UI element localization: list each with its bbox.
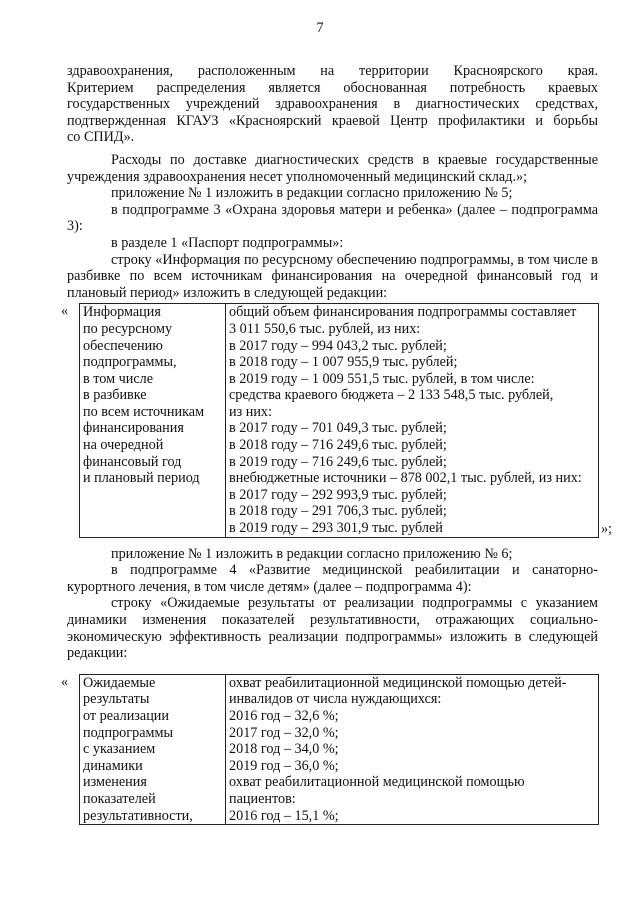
paragraph: строку «Ожидаемые результаты от реализации подпрограммы с указанием динамики изменения показателей результативности, отражающих социально-экономическую эффективность реализации подпрограммы» изложить в следующей редакции: xyxy=(67,595,598,662)
page-number: 7 xyxy=(316,20,324,36)
left-line: по ресурсному xyxy=(83,320,173,337)
paragraph: приложение № 1 изложить в редакции согласно приложению № 5; xyxy=(111,185,513,202)
text-line: государственных учреждений здравоохранения в диагностических средствах, xyxy=(67,96,598,113)
left-line: Информация xyxy=(83,304,161,321)
right-line: в 2017 году – 994 043,2 тыс. рублей; xyxy=(229,337,447,354)
paragraph: строку «Информация по ресурсному обеспечению подпрограммы, в том числе в разбивке по всем источникам финансирования на очередной финансовый год и плановый период» изложить в следующей редакции: xyxy=(67,251,598,301)
left-line: показателей xyxy=(83,790,156,807)
open-quote: « xyxy=(61,303,69,320)
left-line: изменения xyxy=(83,774,147,791)
text-line: со СПИД». xyxy=(67,129,135,146)
paragraph: в разделе 1 «Паспорт подпрограммы»: xyxy=(111,234,344,251)
table-left-cell xyxy=(80,674,226,824)
paragraph: приложение № 1 изложить в редакции согласно приложению № 6; xyxy=(111,545,513,562)
left-line: финансирования xyxy=(83,420,184,437)
text-line: Критерием распределения является обоснованная потребность краевых xyxy=(67,79,598,96)
right-line: охват реабилитационной медицинской помощью детей- xyxy=(229,674,567,691)
table-left-cell xyxy=(80,304,226,537)
left-line: по всем источникам xyxy=(83,403,205,420)
results-table-wrap xyxy=(61,673,598,825)
right-line: в 2018 году – 716 249,6 тыс. рублей; xyxy=(229,437,447,454)
left-line: подпрограммы, xyxy=(83,354,177,371)
right-line: охват реабилитационной медицинской помощью xyxy=(229,774,525,791)
table-right-cell xyxy=(226,674,599,824)
right-line: в 2017 году – 701 049,3 тыс. рублей; xyxy=(229,420,447,437)
left-line: с указанием xyxy=(83,741,156,758)
results-table xyxy=(79,674,599,825)
right-line: в 2019 году – 1 009 551,5 тыс. рублей, в том числе: xyxy=(229,370,535,387)
right-line: в 2019 году – 716 249,6 тыс. рублей; xyxy=(229,453,447,470)
left-line: финансовый год xyxy=(83,453,182,470)
paragraph: Расходы по доставке диагностических средств в краевые государственные учреждения здравоохранения несет уполномоченный медицинский склад.»; xyxy=(67,151,598,185)
close-quote: »; xyxy=(600,521,612,538)
left-line: в разбивке xyxy=(83,387,147,404)
right-line: инвалидов от числа нуждающихся: xyxy=(229,691,442,708)
right-line: из них: xyxy=(229,403,272,420)
right-line: 2016 год – 15,1 %; xyxy=(229,807,339,824)
table-right-cell xyxy=(226,304,599,537)
text-line: подтвержденная КГАУЗ «Красноярский краевой Центр профилактики и борьбы xyxy=(67,112,598,129)
right-line: в 2018 году – 291 706,3 тыс. рублей; xyxy=(229,503,447,520)
right-line: 2016 год – 32,6 %; xyxy=(229,707,339,724)
paragraph: в подпрограмме 3 «Охрана здоровья матери и ребенка» (далее – подпрограмма 3): xyxy=(67,201,598,235)
resource-table xyxy=(79,303,599,537)
right-line: общий объем финансирования подпрограммы составляет xyxy=(229,304,577,321)
document-body xyxy=(61,63,612,825)
text-line: здравоохранения, расположенным на территории Красноярского края. xyxy=(67,63,598,79)
left-line: в том числе xyxy=(83,370,154,387)
left-line: результаты xyxy=(83,691,150,708)
left-line: подпрограммы xyxy=(83,724,173,741)
right-line: 2018 год – 34,0 %; xyxy=(229,741,339,758)
right-line: внебюджетные источники – 878 002,1 тыс. рублей, из них: xyxy=(229,470,582,487)
right-line: 2017 год – 32,0 %; xyxy=(229,724,339,741)
right-line: в 2019 году – 293 301,9 тыс. рублей xyxy=(229,520,443,537)
left-line: и плановый период xyxy=(83,470,200,487)
left-line: от реализации xyxy=(83,707,169,724)
paragraph: в подпрограмме 4 «Развитие медицинской реабилитации и санаторно-курортного лечения, в том числе детям» (далее – подпрограмма 4): xyxy=(67,562,598,595)
right-line: в 2018 году – 1 007 955,9 тыс. рублей; xyxy=(229,354,458,371)
left-line: обеспечению xyxy=(83,337,163,354)
left-line: на очередной xyxy=(83,437,164,454)
right-line: 2019 год – 36,0 %; xyxy=(229,757,339,774)
right-line: в 2017 году – 292 993,9 тыс. рублей; xyxy=(229,486,447,503)
right-line: пациентов: xyxy=(229,790,296,807)
right-line: средства краевого бюджета – 2 133 548,5 тыс. рублей, xyxy=(229,387,554,404)
open-quote: « xyxy=(61,673,69,690)
left-line: динамики xyxy=(83,757,143,774)
left-line: результативности, xyxy=(83,807,193,824)
resource-table-wrap xyxy=(61,303,612,538)
left-line: Ожидаемые xyxy=(83,674,156,691)
right-line: 3 011 550,6 тыс. рублей, из них: xyxy=(229,320,421,337)
